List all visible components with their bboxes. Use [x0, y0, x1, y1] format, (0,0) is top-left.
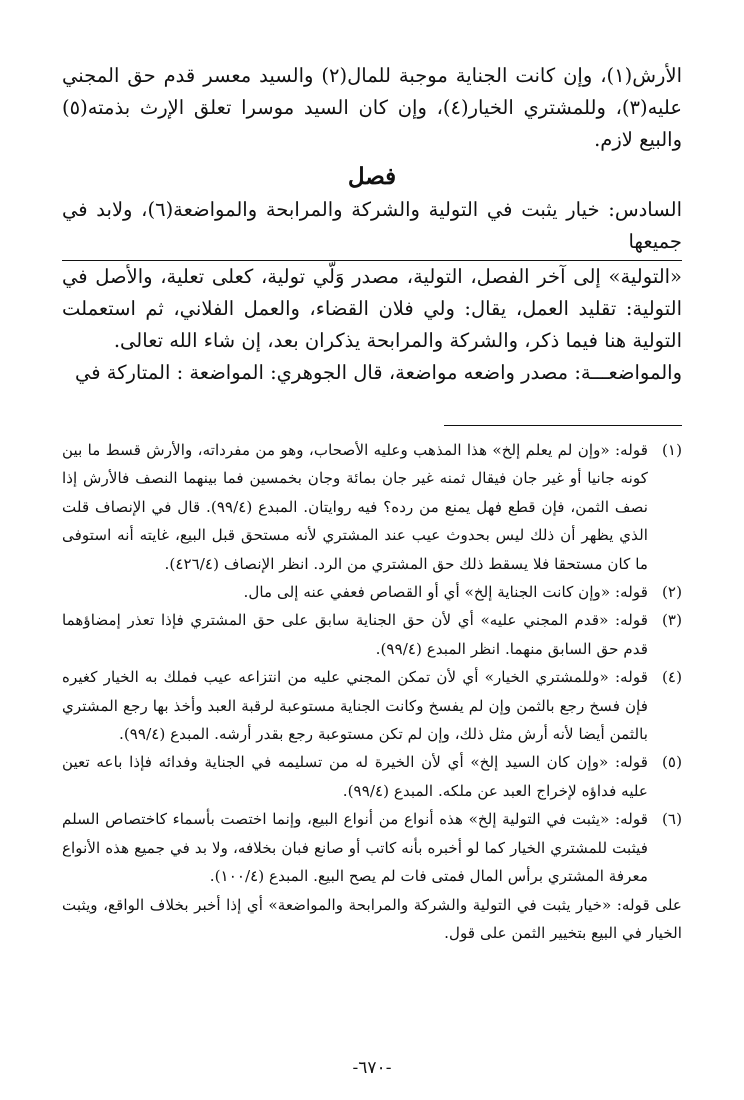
- footnote-text: قوله: «وإن كان السيد إلخ» أي لأن الخيرة له من تسليمه في الجناية وفدائه فإذا باعه تعين عليه فداؤه لإخراج العبد عن ملكه. المبدع (٩٩/٤).: [62, 753, 648, 800]
- footnote-6: [62, 805, 682, 890]
- footnote-3: [62, 606, 682, 663]
- paragraph-2: السادس: خيار يثبت في التولية والشركة والمرابحة والمواضعة(٦)، ولابد في جميعها: [62, 194, 682, 261]
- main-text: [62, 60, 682, 389]
- footnote-number: (٤): [661, 668, 682, 687]
- section-heading: فصل: [347, 163, 397, 190]
- footnote-text: قوله: «وللمشتري الخيار» أي لأن تمكن المجني عليه من انتزاعه عيب فملك به الخيار كغيره فإن فسخ رجع بالثمن وإن لم يفسخ وكانت الجناية مستوعبة لرقبة العبد وأخذ بها رجع المشتري بالثمن أيضا لأنه أرش مثل ذلك، وإن لم تكن مستوعبة رجع بقدر أرشه. المبدع (٩٩/٤).: [62, 668, 648, 744]
- paragraph-3: «التولية» إلى آخر الفصل، التولية، مصدر وَلّي تولية، كعلى تعلية، والأصل في التولية: تقليد العمل، يقال: ولي فلان القضاء، والعمل الفلاني، ثم استعملت التولية هنا فيما ذكر، والشركة والمرابحة يذكران بعد، إن شاء الله تعالى.: [62, 265, 682, 352]
- paragraph-4: والمواضعـــة: مصدر واضعه مواضعة، قال الجوهري: المواضعة : المتاركة في: [75, 361, 682, 384]
- footnote-text: قوله: «وإن لم يعلم إلخ» هذا المذهب وعليه الأصحاب، وهو من مفرداته، والأرش قسط ما بين كونه جانيا أو غير جان فيقال ثمنه غير جان بمائة وجان بخمسين فما بينهما النصف فالأرش إذا نصف الثمن، فإن قطع فهل يمنع من رده؟ فيه روايتان. المبدع (٩٩/٤). قال في الإنصاف قلت الذي يظهر أن ذلك ليس بحدوث عيب عند المشتري لأنه مستحق قبل البيع، غايته أنه استوفى ما كان مستحقا فلا يسقط ذلك حق المشتري من الرد. انظر الإنصاف (٤٢٦/٤).: [62, 441, 648, 573]
- footnote-separator: [444, 425, 682, 426]
- footnote-number: (٢): [661, 583, 682, 602]
- footnote-1: [62, 436, 682, 578]
- footnote-text: على قوله: «خيار يثبت في التولية والشركة والمرابحة والمواضعة» أي إذا أخبر بخلاف الواقع، ويثبت الخيار في البيع بتخيير الثمن على قول.: [62, 895, 682, 942]
- footnote-5: [62, 748, 682, 805]
- footnote-text: قوله: «وإن كانت الجناية إلخ» أي أو القصاص فعفي عنه إلى مال.: [243, 583, 648, 602]
- paragraph-1: الأرش(١)، وإن كانت الجناية موجبة للمال(٢) والسيد معسر قدم حق المجني عليه(٣)، وللمشتري الخيار(٤)، وإن كان السيد موسرا تعلق الإرث بذمته(٥) والبيع لازم.: [62, 64, 683, 151]
- footnote-final: [62, 891, 682, 948]
- footnote-4: [62, 663, 682, 748]
- footnote-number: (١): [661, 441, 682, 459]
- footnote-number: (٥): [661, 753, 682, 772]
- footnote-text: قوله: «قدم المجني عليه» أي لأن حق الجناية سابق على حق المشتري فإذا تعذر إمضاؤهما قدم حق السابق منهما. انظر المبدع (٩٩/٤).: [62, 611, 648, 658]
- footnote-number: (٣): [661, 611, 682, 630]
- footnote-text: قوله: «يثبت في التولية إلخ» هذه أنواع من أنواع البيع، وإنما اختصت بأسماء كاختصاص السلم فيثبت للمشتري الخيار كما لو أخبره بأنه كاتب أو صانع فبان بخلافه، ولا بد في جميع هذه الأنواع معرفة المشتري برأس المال فمتى فات لم يصح البيع. المبدع (١٠٠/٤).: [62, 810, 648, 886]
- footnote-2: [62, 578, 682, 606]
- page-number: -٦٧٠-: [352, 1058, 392, 1078]
- footnote-number: (٦): [661, 810, 682, 829]
- footnotes: [62, 436, 682, 947]
